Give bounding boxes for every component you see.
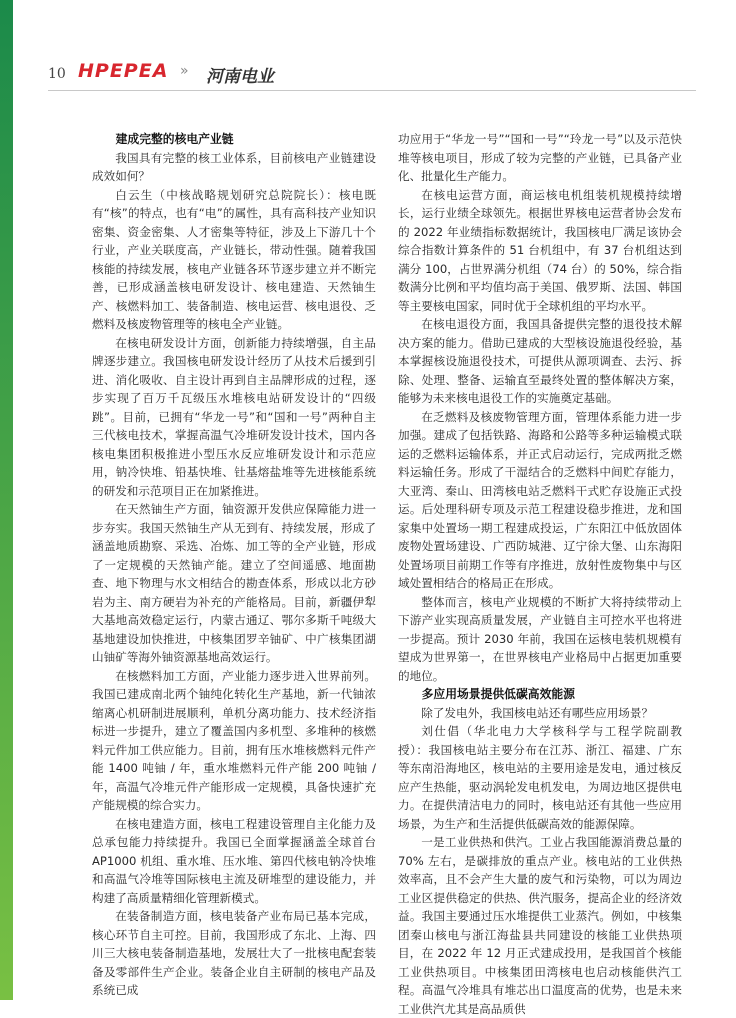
section-heading: 多应用场景提供低碳高效能源 — [421, 687, 575, 701]
page-number: 10 — [48, 66, 66, 82]
paragraph: 我国具有完整的核工业体系，目前核电产业链建设成效如何？ — [92, 150, 376, 183]
paragraph: 一是工业供热和供汽。工业占我国能源消费总量的 70% 左右，是碳排放的重点产业。核电站的工业供热效率高，且不会产生大量的废气和污染物，可以为周边工业区提供稳定的供热、供汽服务，提高企业的经济效益。我国主要通过压水堆提供工业蒸汽。例如，中核集团秦山核电与浙江海盐县共同建设的核能工业供热项目，在 2022 年 12 月正式建成投用，是我国首个核能工业供热项目。中核集团田湾核电也启动核能供汽工程。高温气冷堆具有堆芯出口温度高的优势，也是未来工业供汽尤其是高品质供 — [398, 835, 682, 1016]
paragraph: 在乏燃料及核废物管理方面，管理体系能力进一步加强。建成了包括铁路、海路和公路等多种运输模式联运的乏燃料运输体系，并正式启动运行，完成两批乏燃料运输任务。形成了干湿结合的乏燃料中间贮存能力，大亚湾、秦山、田湾核电站乏燃料干式贮存设施正式投运。后处理科研专项及示范工程建设稳步推进，龙和国家集中处置场一期工程建成投运，广东阳江中低放固体废物处置场建设、广西防城港、辽宁徐大堡、山东海阳处置场项目前期工作等有序推进，放射性废物集中与区域处置相结合的格局正在形成。 — [398, 409, 682, 590]
paragraph: 除了发电外，我国核电站还有哪些应用场景？ — [421, 705, 654, 720]
paragraph: 整体而言，核电产业规模的不断扩大将持续带动上下游产业实现高质量发展，产业链自主可控水平也将进一步提高。预计 2030 年前，我国在运核电装机规模有望成为世界第一，在世界核电产业格局中占据更加重要的地位。 — [398, 594, 682, 683]
paragraph: 在核电运营方面，商运核电机组装机规模持续增长，运行业绩全球领先。根据世界核电运营者协会发布的 2022 年业绩指标数据统计，我国核电厂满足该协会综合指数计算条件的 51 台机组中，有 37 台机组达到满分 100，占世界满分机组（74 台）的 50%，综合指数满分比例和平均值均高于美国、俄罗斯、法国、韩国等主要核电国家，同时优于全球机组的平均水平。 — [398, 187, 682, 313]
paragraph: 白云生（中核战略规划研究总院院长）：核电既有“核”的特点，也有“电”的属性，具有高科技产业知识密集、资金密集、人才密集等特征，涉及上下游几十个行业，产业关联度高，产业链长，带动性强。随着我国核能的持续发展，核电产业链各环节逐步建立并不断完善，已形成涵盖核电研发设计、核电建造、天然铀生产、核燃料加工、装备制造、核电运营、核电退役、乏燃料及核废物管理等的核电全产业链。 — [92, 187, 376, 331]
paragraph: 功应用于“华龙一号”“国和一号”“玲龙一号”以及示范快堆等核电项目，形成了较为完整的产业链，已具备产业化、批量化生产能力。 — [398, 132, 682, 183]
brand-chinese-title: 河南电业 — [206, 67, 274, 87]
paragraph: 在核燃料加工方面，产业能力逐步进入世界前列。我国已建成南北两个铀纯化转化生产基地，新一代铀浓缩离心机研制进展顺利，单机分离功能力、技术经济指标进一步提升，建立了覆盖国内多机型、多堆种的核燃料元件加工供应能力。目前，拥有压水堆核燃料元件产能 1400 吨铀 / 年，重水堆燃料元件产能 200 吨铀 / 年，高温气冷堆元件产能形成一定规模，具备快速扩充产能规模的综合实力。 — [92, 668, 376, 812]
right-column — [398, 130, 682, 1016]
paragraph: 在天然铀生产方面，铀资源开发供应保障能力进一步夯实。我国天然铀生产从无到有、持续发展，形成了涵盖地质勘察、采选、冶炼、加工等的全产业链，形成了一定规模的天然铀产能。建立了空间遥感、地面勘查、地下物理与水文相结合的勘查体系，形成以北方砂岩为主、南方硬岩为补充的产能格局。目前，新疆伊犁大基地高效稳定运行，内蒙古通辽、鄂尔多斯千吨级大基地建设加快推进，中核集团罗辛铀矿、中广核集团湖山铀矿等海外铀资源基地高效运行。 — [92, 502, 376, 664]
green-edge-bar — [0, 0, 13, 1000]
paragraph: 在核电退役方面，我国具备提供完整的退役技术解决方案的能力。借助已建成的大型核设施退役经验，基本掌握核设施退役技术，可提供从源项调查、去污、拆除、处理、整备、运输直至最终处置的整体解决方案，能够为未来核电退役工作的实施奠定基础。 — [398, 317, 682, 405]
paragraph: 在核电研发设计方面，创新能力持续增强，自主品牌逐步建立。我国核电研发设计经历了从技术后援到引进、消化吸收、自主设计再到自主品牌形成的过程，逐步实现了百万千瓦级压水堆核电站研发设计的“四级跳”。目前，已拥有“华龙一号”和“国和一号”两种自主三代核电技术，掌握高温气冷堆研发设计技术，国内各核电集团积极推进小型压水反应堆研发设计和示范应用，钠冷快堆、铅基快堆、钍基熔盐堆等先进核能系统的研发和示范项目正在加紧推进。 — [92, 335, 376, 498]
paragraph: 在核电建造方面，核电工程建设管理自主化能力及总承包能力持续提升。我国已全面掌握涵盖全球首台 AP1000 机组、重水堆、压水堆、第四代核电钠冷快堆和高温气冷堆等国际核电主流及研堆型的建设能力，并构建了高质量精细化管理新模式。 — [92, 816, 376, 905]
section-heading: 建成完整的核电产业链 — [115, 132, 234, 146]
header-rule — [48, 90, 696, 91]
page-header — [48, 58, 696, 92]
chevron-separator-icon: » — [180, 63, 189, 79]
paragraph: 刘仕倡（华北电力大学核科学与工程学院副教授）：我国核电站主要分布在江苏、浙江、福建、广东等东南沿海地区，核电站的主要用途是发电，通过核反应产生热能，驱动涡轮发电机发电，为周边地区提供电力。在提供清洁电力的同时，核电站还有其他一些应用场景，为生产和生活提供低碳高效的能源保障。 — [398, 724, 682, 831]
brand-logo-text: HPEPEA — [78, 60, 169, 82]
paragraph: 在装备制造方面，核电装备产业布局已基本完成，核心环节自主可控。目前，我国形成了东北、上海、四川三大核电装备制造基地，发展壮大了一批核电配套装备及零部件生产企业。装备企业自主研制的核电产品及系统已成 — [92, 909, 376, 997]
left-column — [92, 130, 376, 997]
